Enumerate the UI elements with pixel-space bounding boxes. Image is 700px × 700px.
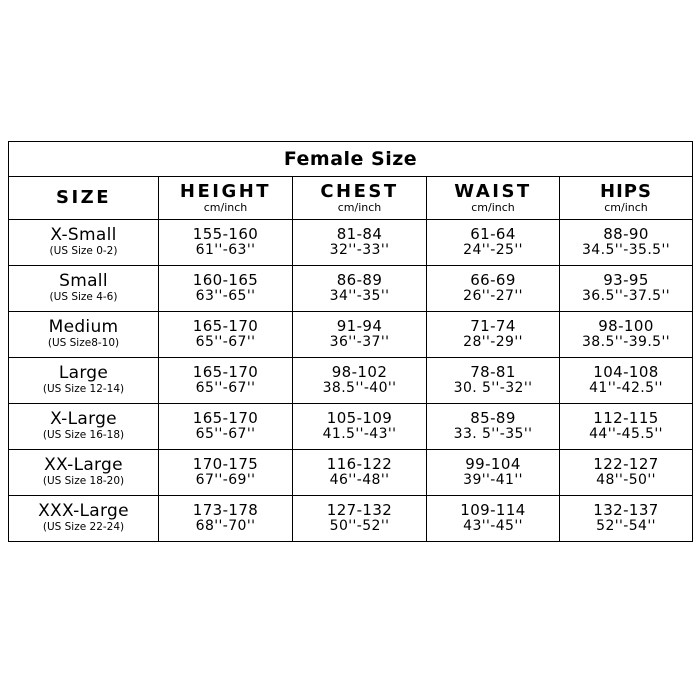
waist-inch: 24''-25'' <box>463 242 523 259</box>
hips-cm: 88-90 <box>603 225 649 244</box>
waist-cm: 78-81 <box>470 363 516 382</box>
hips-inch: 52''-54'' <box>596 518 656 535</box>
waist-cm: 99-104 <box>465 455 521 474</box>
hips-inch: 41''-42.5'' <box>589 380 663 397</box>
size-name: XX-Large <box>44 455 123 476</box>
row-hips-cell <box>560 450 693 496</box>
row-waist-cell <box>427 450 560 496</box>
size-us-label: (US Size 18-20) <box>42 475 125 488</box>
height-cm: 155-160 <box>192 225 259 244</box>
waist-cm: 61-64 <box>470 225 516 244</box>
chest-cm: 86-89 <box>336 271 383 290</box>
row-height-cell <box>159 450 293 496</box>
hips-inch: 48''-50'' <box>596 472 656 489</box>
chest-inch: 34''-35'' <box>329 288 390 305</box>
column-header-chest-unit: cm/inch <box>337 201 382 215</box>
column-header-hips-unit: cm/inch <box>604 201 648 215</box>
row-waist-cell <box>427 312 560 358</box>
row-height-cell <box>159 496 293 542</box>
row-height-cell <box>159 266 293 312</box>
column-header-size <box>9 177 159 220</box>
row-hips-cell <box>560 220 693 266</box>
height-inch: 61''-63'' <box>195 242 256 259</box>
column-header-size-label: SIZE <box>55 187 111 209</box>
height-cm: 165-170 <box>192 317 259 336</box>
table-row <box>9 266 693 312</box>
row-chest-cell <box>293 358 427 404</box>
height-inch: 67''-69'' <box>195 472 256 489</box>
size-us-label: (US Size 16-18) <box>42 429 125 442</box>
row-height-cell <box>159 220 293 266</box>
row-waist-cell <box>427 404 560 450</box>
height-cm: 165-170 <box>192 409 259 428</box>
chest-cm: 127-132 <box>326 501 393 520</box>
chest-cm: 116-122 <box>326 455 393 474</box>
column-header-chest <box>293 177 427 220</box>
row-chest-cell <box>293 496 427 542</box>
waist-inch: 26''-27'' <box>463 288 523 305</box>
row-chest-cell <box>293 450 427 496</box>
row-hips-cell <box>560 358 693 404</box>
table-row <box>9 312 693 358</box>
size-name: X-Small <box>50 225 117 246</box>
row-waist-cell <box>427 266 560 312</box>
column-header-hips-label: HIPS <box>600 180 652 202</box>
size-chart-container <box>8 141 692 542</box>
row-size-cell <box>9 220 159 266</box>
row-size-cell <box>9 496 159 542</box>
table-row <box>9 450 693 496</box>
chest-cm: 105-109 <box>326 409 393 428</box>
chest-cm: 91-94 <box>336 317 383 336</box>
column-header-waist-label: WAIST <box>454 180 532 202</box>
table-header-row <box>9 177 693 220</box>
chest-inch: 32''-33'' <box>329 242 390 259</box>
table-title-row <box>9 142 693 177</box>
size-name: Large <box>58 363 109 384</box>
chest-inch: 46''-48'' <box>329 472 390 489</box>
height-inch: 63''-65'' <box>195 288 256 305</box>
hips-cm: 98-100 <box>598 317 654 336</box>
column-header-height-label: HEIGHT <box>179 180 272 202</box>
female-size-table <box>8 141 693 542</box>
waist-inch: 33. 5''-35'' <box>453 426 533 443</box>
size-us-label: (US Size 0-2) <box>49 245 118 258</box>
height-inch: 68''-70'' <box>195 518 256 535</box>
height-cm: 173-178 <box>192 501 259 520</box>
chest-cm: 81-84 <box>336 225 383 244</box>
column-header-waist-unit: cm/inch <box>471 201 515 215</box>
table-row <box>9 358 693 404</box>
column-header-height-unit: cm/inch <box>203 201 248 215</box>
size-name: Small <box>59 271 108 292</box>
row-waist-cell <box>427 358 560 404</box>
hips-inch: 44''-45.5'' <box>589 426 663 443</box>
size-us-label: (US Size 4-6) <box>49 291 118 304</box>
row-chest-cell <box>293 404 427 450</box>
size-name: X-Large <box>50 409 117 430</box>
chest-inch: 41.5''-43'' <box>322 426 397 443</box>
row-waist-cell <box>427 220 560 266</box>
waist-cm: 66-69 <box>470 271 516 290</box>
size-us-label: (US Size 12-14) <box>42 383 125 396</box>
column-header-hips <box>560 177 693 220</box>
column-header-height <box>159 177 293 220</box>
waist-inch: 43''-45'' <box>463 518 523 535</box>
waist-cm: 85-89 <box>470 409 516 428</box>
column-header-waist <box>427 177 560 220</box>
row-size-cell <box>9 358 159 404</box>
table-row <box>9 496 693 542</box>
row-hips-cell <box>560 312 693 358</box>
table-row <box>9 220 693 266</box>
table-row <box>9 404 693 450</box>
hips-cm: 93-95 <box>603 271 649 290</box>
row-waist-cell <box>427 496 560 542</box>
row-hips-cell <box>560 266 693 312</box>
waist-cm: 109-114 <box>460 501 526 520</box>
hips-cm: 112-115 <box>593 409 659 428</box>
chest-inch: 38.5''-40'' <box>322 380 397 397</box>
row-size-cell <box>9 404 159 450</box>
page-title: Female Size <box>9 142 693 177</box>
waist-inch: 28''-29'' <box>463 334 523 351</box>
row-size-cell <box>9 312 159 358</box>
hips-inch: 34.5''-35.5'' <box>582 242 670 259</box>
row-height-cell <box>159 404 293 450</box>
row-size-cell <box>9 450 159 496</box>
waist-cm: 71-74 <box>470 317 516 336</box>
height-inch: 65''-67'' <box>195 380 256 397</box>
chest-cm: 98-102 <box>331 363 388 382</box>
row-height-cell <box>159 312 293 358</box>
size-us-label: (US Size 22-24) <box>42 521 125 534</box>
hips-inch: 36.5''-37.5'' <box>582 288 670 305</box>
size-name: Medium <box>48 317 119 338</box>
column-header-chest-label: CHEST <box>320 180 399 202</box>
height-inch: 65''-67'' <box>195 334 256 351</box>
row-chest-cell <box>293 266 427 312</box>
hips-cm: 122-127 <box>593 455 659 474</box>
height-cm: 170-175 <box>192 455 259 474</box>
size-name: XXX-Large <box>38 501 129 522</box>
height-cm: 160-165 <box>192 271 259 290</box>
hips-inch: 38.5''-39.5'' <box>582 334 670 351</box>
size-us-label: (US Size8-10) <box>47 337 120 350</box>
hips-cm: 132-137 <box>593 501 659 520</box>
row-height-cell <box>159 358 293 404</box>
row-hips-cell <box>560 404 693 450</box>
height-inch: 65''-67'' <box>195 426 256 443</box>
chest-inch: 36''-37'' <box>329 334 390 351</box>
waist-inch: 30. 5''-32'' <box>453 380 533 397</box>
waist-inch: 39''-41'' <box>463 472 523 489</box>
row-chest-cell <box>293 312 427 358</box>
chest-inch: 50''-52'' <box>329 518 390 535</box>
row-chest-cell <box>293 220 427 266</box>
row-size-cell <box>9 266 159 312</box>
height-cm: 165-170 <box>192 363 259 382</box>
row-hips-cell <box>560 496 693 542</box>
hips-cm: 104-108 <box>593 363 659 382</box>
